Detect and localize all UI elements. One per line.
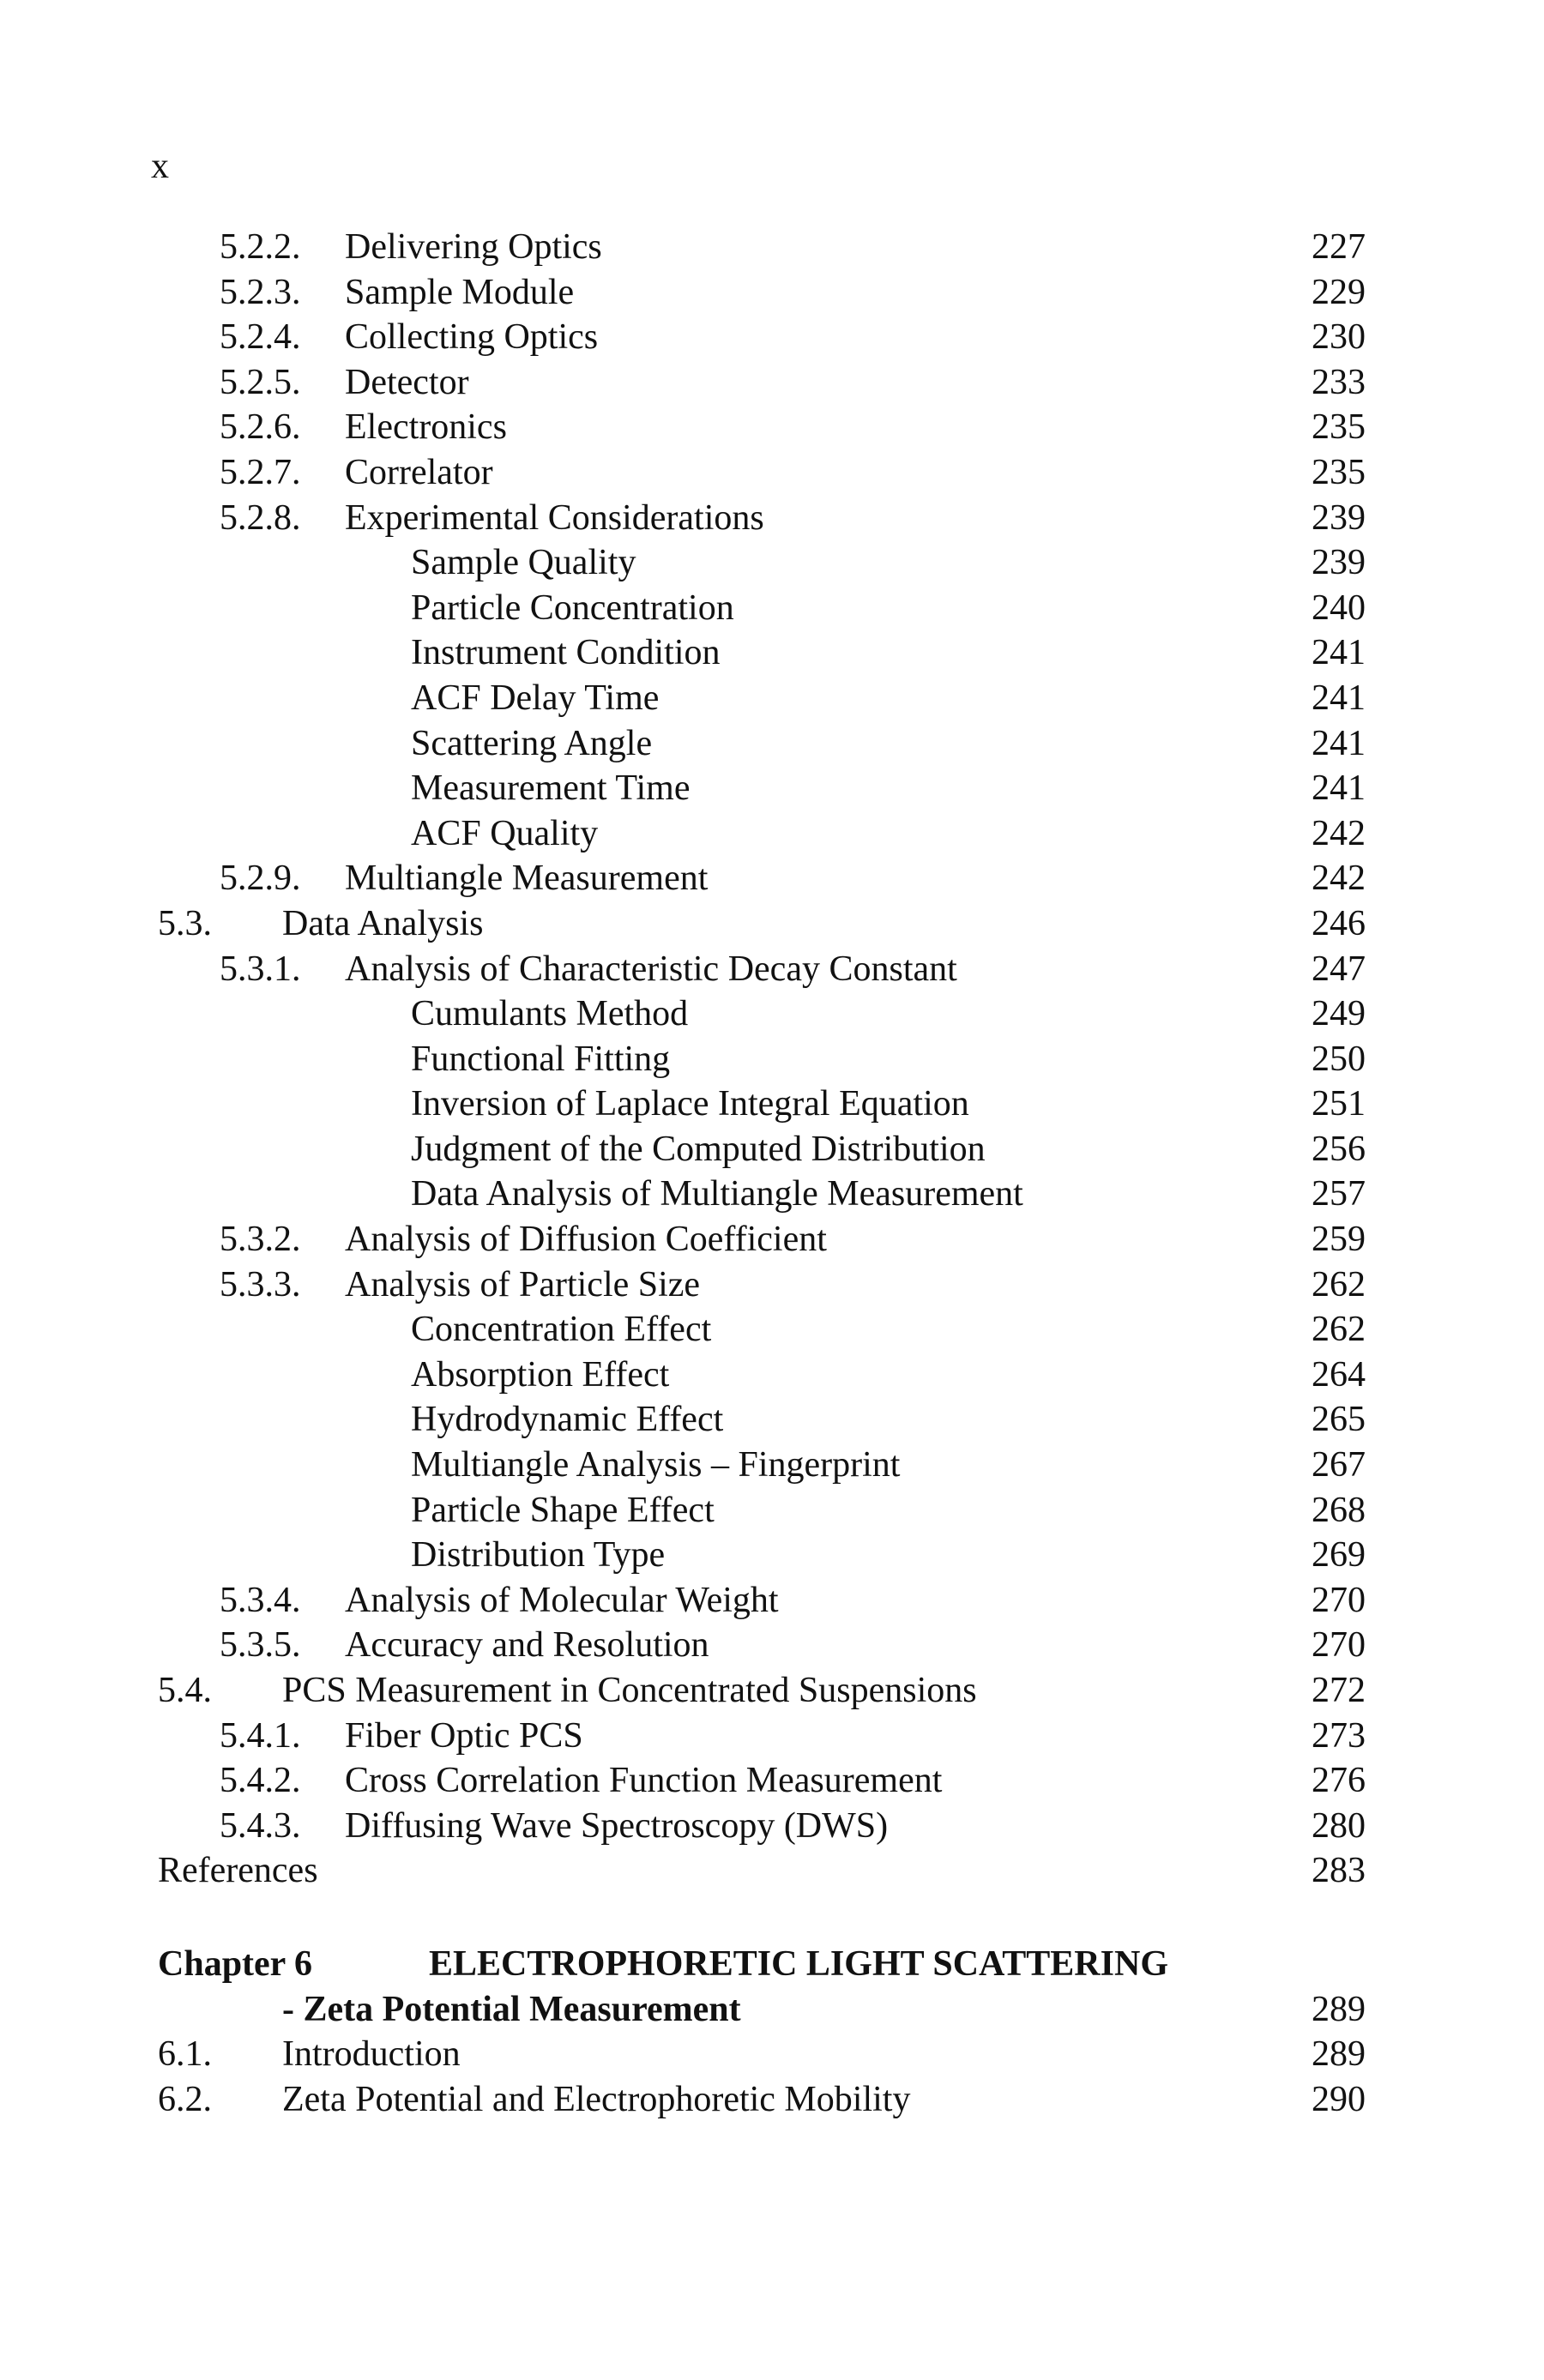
section-title: Distribution Type — [411, 1535, 666, 1576]
page-ref: 241 — [1312, 723, 1366, 763]
toc-entry — [0, 315, 1544, 360]
chapter-spacer — [0, 1894, 1544, 1942]
chapter-subtitle: - Zeta Potential Measurement — [282, 1989, 741, 2029]
page-ref: 240 — [1312, 587, 1366, 628]
section-title: Particle Concentration — [411, 587, 734, 628]
page-ref: 269 — [1312, 1535, 1366, 1576]
toc-entry — [0, 1217, 1544, 1262]
page-ref: 267 — [1312, 1445, 1366, 1485]
page-ref: 229 — [1312, 272, 1366, 312]
toc-entry — [0, 1127, 1544, 1172]
toc-entry — [0, 1307, 1544, 1353]
section-title: Introduction — [282, 2034, 461, 2075]
section-number: 5.3. — [158, 903, 212, 943]
page-ref: 246 — [1312, 903, 1366, 943]
section-title: Hydrodynamic Effect — [411, 1400, 724, 1440]
toc-entry — [0, 1082, 1544, 1127]
section-number: 5.2.6. — [220, 407, 301, 448]
toc-entry — [0, 360, 1544, 406]
toc-entry — [0, 225, 1544, 270]
toc-entry — [0, 1714, 1544, 1759]
section-title: Analysis of Particle Size — [345, 1264, 701, 1304]
page-ref: 241 — [1312, 768, 1366, 809]
section-number: 5.2.5. — [220, 362, 301, 402]
page-ref: 249 — [1312, 994, 1366, 1034]
toc-entry — [0, 1353, 1544, 1398]
page-ref: 235 — [1312, 452, 1366, 492]
section-title: Fiber Optic PCS — [345, 1715, 583, 1756]
page-ref: 235 — [1312, 407, 1366, 448]
page-ref: 239 — [1312, 497, 1366, 538]
page-ref: 270 — [1312, 1580, 1366, 1620]
page-ref: 242 — [1312, 859, 1366, 899]
toc-entry — [0, 586, 1544, 631]
page-ref: 270 — [1312, 1625, 1366, 1666]
toc-entry — [0, 270, 1544, 316]
chapter-label: Chapter 6 — [158, 1943, 313, 1984]
section-title: Particle Shape Effect — [411, 1490, 715, 1530]
section-title: Accuracy and Resolution — [345, 1625, 709, 1666]
page-ref: 250 — [1312, 1039, 1366, 1079]
section-title: ACF Quality — [411, 813, 599, 853]
section-title: Multiangle Analysis – Fingerprint — [411, 1445, 901, 1485]
section-number: 5.4. — [158, 1671, 212, 1710]
toc-entry — [0, 1397, 1544, 1443]
page-ref: 273 — [1312, 1715, 1366, 1756]
section-title: Analysis of Characteristic Decay Constant — [345, 949, 957, 989]
section-title: Cumulants Method — [411, 994, 689, 1034]
section-title: Analysis of Molecular Weight — [345, 1580, 779, 1620]
section-title: Sample Module — [345, 272, 575, 312]
toc-entry — [0, 811, 1544, 857]
toc-entry — [0, 1488, 1544, 1533]
toc-entry — [0, 1578, 1544, 1624]
toc-entry — [0, 2077, 1544, 2123]
page-ref: 241 — [1312, 633, 1366, 673]
page-ref: 276 — [1312, 1761, 1366, 1801]
section-title: Concentration Effect — [411, 1310, 712, 1350]
page-ref: 256 — [1312, 1129, 1366, 1169]
section-number: 5.3.2. — [220, 1220, 301, 1260]
page-ref: 290 — [1312, 2079, 1366, 2119]
page-number: x — [151, 147, 169, 186]
chapter-title: ELECTROPHORETIC LIGHT SCATTERING — [429, 1943, 1168, 1984]
section-title: Cross Correlation Function Measurement — [345, 1761, 943, 1801]
page-ref: 264 — [1312, 1354, 1366, 1395]
toc-entry — [0, 766, 1544, 811]
toc-entry — [0, 1668, 1544, 1714]
page-ref: 239 — [1312, 543, 1366, 583]
toc-entry — [0, 2032, 1544, 2077]
section-number: 5.2.9. — [220, 859, 301, 899]
toc-entry — [0, 1262, 1544, 1308]
section-title: Diffusing Wave Spectroscopy (DWS) — [345, 1805, 889, 1846]
section-title: Inversion of Laplace Integral Equation — [411, 1084, 969, 1124]
page-ref: 233 — [1312, 362, 1366, 402]
section-number: 5.3.1. — [220, 949, 301, 989]
page-ref: 265 — [1312, 1400, 1366, 1440]
section-title: Delivering Optics — [345, 227, 602, 267]
section-number: 5.2.3. — [220, 272, 301, 312]
section-title: Instrument Condition — [411, 633, 721, 673]
section-number: 5.4.2. — [220, 1761, 301, 1801]
section-number: 5.3.3. — [220, 1264, 301, 1304]
page-ref: 241 — [1312, 678, 1366, 718]
section-title: Data Analysis — [282, 903, 484, 943]
page-ref: 242 — [1312, 813, 1366, 853]
toc-entry — [0, 1172, 1544, 1217]
page-ref: 259 — [1312, 1220, 1366, 1260]
section-title: Detector — [345, 362, 469, 402]
section-title: Analysis of Diffusion Coefficient — [345, 1220, 827, 1260]
section-number: 6.2. — [158, 2079, 212, 2119]
section-title: Absorption Effect — [411, 1354, 670, 1395]
page-ref: 280 — [1312, 1805, 1366, 1846]
page-ref: 272 — [1312, 1671, 1366, 1710]
section-title: Multiangle Measurement — [345, 859, 709, 899]
toc-entry — [0, 450, 1544, 496]
toc-entry — [0, 540, 1544, 586]
toc-entry — [0, 947, 1544, 992]
section-title: Data Analysis of Multiangle Measurement — [411, 1174, 1023, 1214]
section-title: References — [158, 1851, 318, 1891]
toc-entry — [0, 1848, 1544, 1894]
toc-entry — [0, 496, 1544, 541]
section-title: Judgment of the Computed Distribution — [411, 1129, 986, 1169]
section-title: Electronics — [345, 407, 507, 448]
section-title: Scattering Angle — [411, 723, 653, 763]
section-number: 5.4.1. — [220, 1715, 301, 1756]
page-ref: 268 — [1312, 1490, 1366, 1530]
toc-entry — [0, 991, 1544, 1037]
page-ref: 251 — [1312, 1084, 1366, 1124]
section-number: 5.2.7. — [220, 452, 301, 492]
section-number: 5.3.4. — [220, 1580, 301, 1620]
section-number: 5.4.3. — [220, 1805, 301, 1846]
page-ref: 227 — [1312, 227, 1366, 267]
toc-entry — [0, 856, 1544, 901]
section-number: 5.3.5. — [220, 1625, 301, 1666]
toc-entry — [0, 676, 1544, 721]
section-title: Collecting Optics — [345, 317, 599, 358]
toc-entry — [0, 1804, 1544, 1849]
toc-entry — [0, 1758, 1544, 1804]
toc-entry — [0, 901, 1544, 947]
section-title: PCS Measurement in Concentrated Suspensions — [282, 1671, 977, 1710]
toc-entry — [0, 721, 1544, 767]
table-of-contents — [0, 225, 1544, 2122]
toc-entry — [0, 1037, 1544, 1082]
page-ref: 230 — [1312, 317, 1366, 358]
page-ref: 283 — [1312, 1851, 1366, 1891]
section-number: 5.2.2. — [220, 227, 301, 267]
section-number: 5.2.8. — [220, 497, 301, 538]
toc-entry — [0, 1623, 1544, 1668]
page-ref: 262 — [1312, 1264, 1366, 1304]
chapter-subtitle-row — [0, 1987, 1544, 2033]
section-title: Measurement Time — [411, 768, 691, 809]
page-ref: 257 — [1312, 1174, 1366, 1214]
page-ref: 289 — [1312, 1989, 1366, 2029]
toc-entry — [0, 630, 1544, 676]
page-ref: 247 — [1312, 949, 1366, 989]
toc-entry — [0, 1443, 1544, 1488]
section-title: Functional Fitting — [411, 1039, 671, 1079]
page-ref: 262 — [1312, 1310, 1366, 1350]
section-title: Experimental Considerations — [345, 497, 764, 538]
section-title: Zeta Potential and Electrophoretic Mobility — [282, 2079, 911, 2119]
section-title: Sample Quality — [411, 543, 636, 583]
toc-entry — [0, 405, 1544, 450]
section-title: ACF Delay Time — [411, 678, 660, 718]
section-number: 6.1. — [158, 2034, 212, 2075]
section-number: 5.2.4. — [220, 317, 301, 358]
chapter-heading — [0, 1942, 1544, 1987]
section-title: Correlator — [345, 452, 493, 492]
page-ref: 289 — [1312, 2034, 1366, 2075]
toc-entry — [0, 1533, 1544, 1578]
